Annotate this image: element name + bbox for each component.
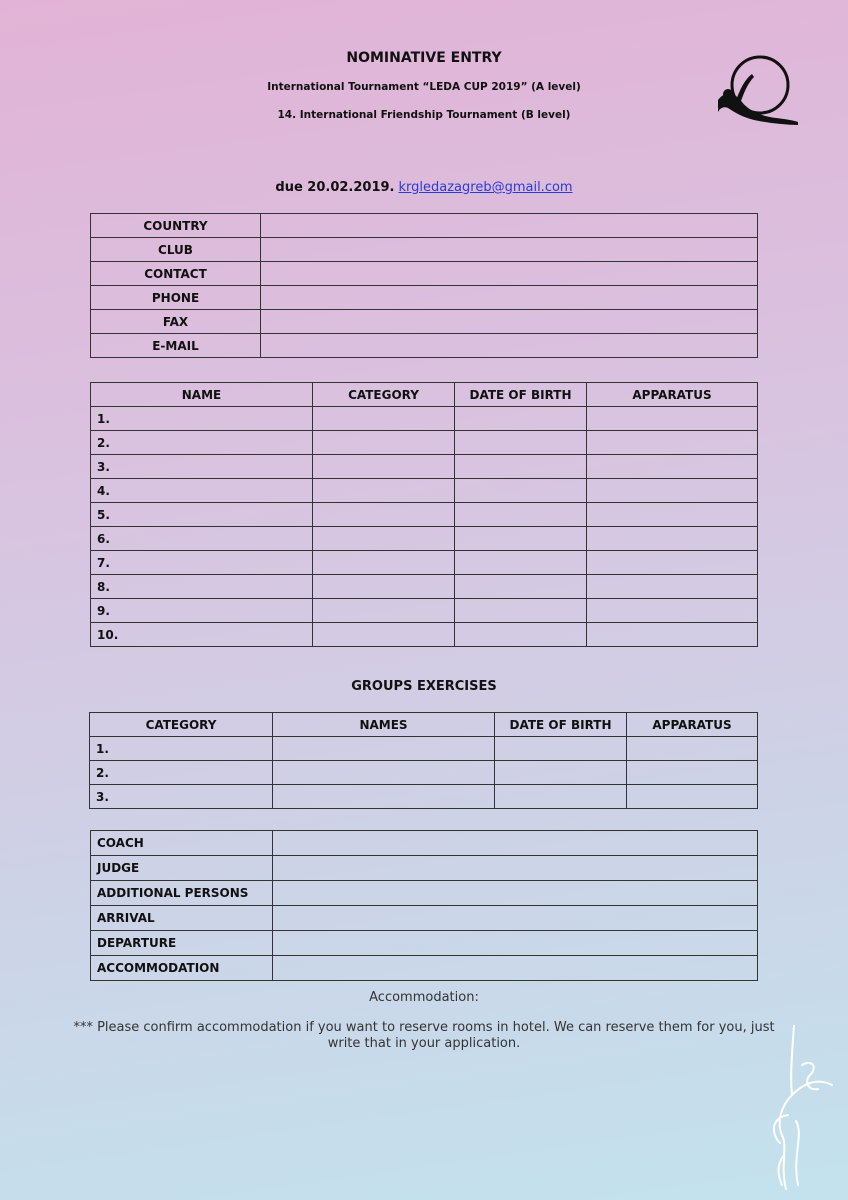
table-row [90, 785, 758, 809]
entry-cell[interactable] [273, 785, 495, 809]
entry-cell[interactable] [313, 407, 455, 431]
table-row [91, 623, 758, 647]
club-info-row [91, 238, 758, 262]
club-info-row [91, 334, 758, 358]
staff-row [91, 831, 758, 856]
table-row [91, 455, 758, 479]
accommodation-note: *** Please confirm accommodation if you want to reserve rooms in hotel. We can reserve them for you, just write that in your application. [73, 1020, 775, 1051]
entry-cell[interactable] [313, 479, 455, 503]
entry-cell[interactable] [455, 527, 587, 551]
entry-cell[interactable] [587, 623, 758, 647]
field-label: PHONE [91, 286, 261, 310]
field-value-cell[interactable] [273, 906, 758, 931]
row-number[interactable]: 5. [91, 503, 313, 527]
entry-cell[interactable] [587, 407, 758, 431]
groups-exercises-title: GROUPS EXERCISES [351, 679, 497, 694]
tournament-a-subtitle: International Tournament “LEDA CUP 2019” (A level) [267, 81, 581, 93]
entry-cell[interactable] [455, 599, 587, 623]
table-row [91, 407, 758, 431]
column-header: NAME [91, 383, 313, 407]
row-number[interactable]: 3. [91, 455, 313, 479]
entry-cell[interactable] [587, 503, 758, 527]
table-row [91, 503, 758, 527]
field-label: FAX [91, 310, 261, 334]
field-value-cell[interactable] [261, 310, 758, 334]
field-label: ACCOMMODATION [91, 956, 273, 981]
table-row [90, 761, 758, 785]
entry-cell[interactable] [587, 599, 758, 623]
entry-cell[interactable] [313, 599, 455, 623]
staff-row [91, 856, 758, 881]
entry-cell[interactable] [627, 737, 758, 761]
row-number[interactable]: 4. [91, 479, 313, 503]
club-info-table [90, 213, 758, 358]
row-number[interactable]: 6. [91, 527, 313, 551]
entry-cell[interactable] [313, 623, 455, 647]
column-header: DATE OF BIRTH [455, 383, 587, 407]
field-value-cell[interactable] [261, 214, 758, 238]
entry-cell[interactable] [495, 785, 627, 809]
field-label: E-MAIL [91, 334, 261, 358]
field-label: CONTACT [91, 262, 261, 286]
entry-cell[interactable] [455, 623, 587, 647]
row-number[interactable]: 9. [91, 599, 313, 623]
entry-cell[interactable] [273, 737, 495, 761]
row-number[interactable]: 2. [91, 431, 313, 455]
table-row [91, 599, 758, 623]
column-header: NAMES [273, 713, 495, 737]
club-info-row [91, 286, 758, 310]
field-value-cell[interactable] [261, 262, 758, 286]
row-number[interactable]: 8. [91, 575, 313, 599]
entry-cell[interactable] [455, 455, 587, 479]
field-label: JUDGE [91, 856, 273, 881]
table-row [90, 737, 758, 761]
club-info-row [91, 262, 758, 286]
entry-cell[interactable] [587, 575, 758, 599]
row-number[interactable]: 3. [90, 785, 273, 809]
entry-cell[interactable] [273, 761, 495, 785]
entry-cell[interactable] [455, 575, 587, 599]
individuals-table [90, 382, 758, 647]
row-number[interactable]: 2. [90, 761, 273, 785]
club-info-row [91, 214, 758, 238]
staff-table [90, 830, 758, 981]
entry-cell[interactable] [587, 551, 758, 575]
table-row [91, 527, 758, 551]
row-number[interactable]: 1. [90, 737, 273, 761]
entry-cell[interactable] [455, 431, 587, 455]
staff-row [91, 956, 758, 981]
field-label: COUNTRY [91, 214, 261, 238]
column-header: APPARATUS [627, 713, 758, 737]
row-number[interactable]: 7. [91, 551, 313, 575]
row-number[interactable]: 10. [91, 623, 313, 647]
field-value-cell[interactable] [261, 286, 758, 310]
entry-cell[interactable] [495, 761, 627, 785]
entry-cell[interactable] [455, 407, 587, 431]
staff-row [91, 881, 758, 906]
entry-cell[interactable] [495, 737, 627, 761]
table-row [91, 479, 758, 503]
field-value-cell[interactable] [273, 831, 758, 856]
entry-cell[interactable] [587, 527, 758, 551]
field-value-cell[interactable] [273, 881, 758, 906]
column-header: DATE OF BIRTH [495, 713, 627, 737]
email-link[interactable]: krgledazagreb@gmail.com [398, 180, 573, 195]
row-number[interactable]: 1. [91, 407, 313, 431]
gymnast-with-hoop-logo-icon [712, 50, 800, 130]
field-label: CLUB [91, 238, 261, 262]
field-label: COACH [91, 831, 273, 856]
field-value-cell[interactable] [273, 956, 758, 981]
field-label: ARRIVAL [91, 906, 273, 931]
entry-cell[interactable] [627, 785, 758, 809]
page-title: NOMINATIVE ENTRY [346, 50, 502, 66]
accommodation-label: Accommodation: [369, 990, 479, 1005]
entry-cell[interactable] [587, 479, 758, 503]
table-row [91, 551, 758, 575]
column-header: CATEGORY [90, 713, 273, 737]
column-header: APPARATUS [587, 383, 758, 407]
club-info-row [91, 310, 758, 334]
entry-cell[interactable] [313, 455, 455, 479]
entry-cell[interactable] [313, 575, 455, 599]
field-label: ADDITIONAL PERSONS [91, 881, 273, 906]
entry-cell[interactable] [455, 503, 587, 527]
entry-cell[interactable] [313, 527, 455, 551]
field-value-cell[interactable] [261, 334, 758, 358]
table-row [91, 575, 758, 599]
due-date-line [0, 180, 848, 195]
groups-table [89, 712, 758, 809]
staff-row [91, 906, 758, 931]
entry-cell[interactable] [313, 503, 455, 527]
dancer-outline-logo-icon [762, 1025, 838, 1193]
table-row [91, 431, 758, 455]
entry-cell[interactable] [587, 431, 758, 455]
entry-cell[interactable] [627, 761, 758, 785]
column-header: CATEGORY [313, 383, 455, 407]
staff-row [91, 931, 758, 956]
entry-cell[interactable] [313, 551, 455, 575]
field-value-cell[interactable] [261, 238, 758, 262]
entry-cell[interactable] [455, 551, 587, 575]
entry-cell[interactable] [587, 455, 758, 479]
tournament-b-subtitle: 14. International Friendship Tournament (B level) [277, 109, 571, 121]
entry-cell[interactable] [455, 479, 587, 503]
due-date: due 20.02.2019. [275, 180, 395, 195]
field-value-cell[interactable] [273, 931, 758, 956]
field-value-cell[interactable] [273, 856, 758, 881]
field-label: DEPARTURE [91, 931, 273, 956]
entry-cell[interactable] [313, 431, 455, 455]
